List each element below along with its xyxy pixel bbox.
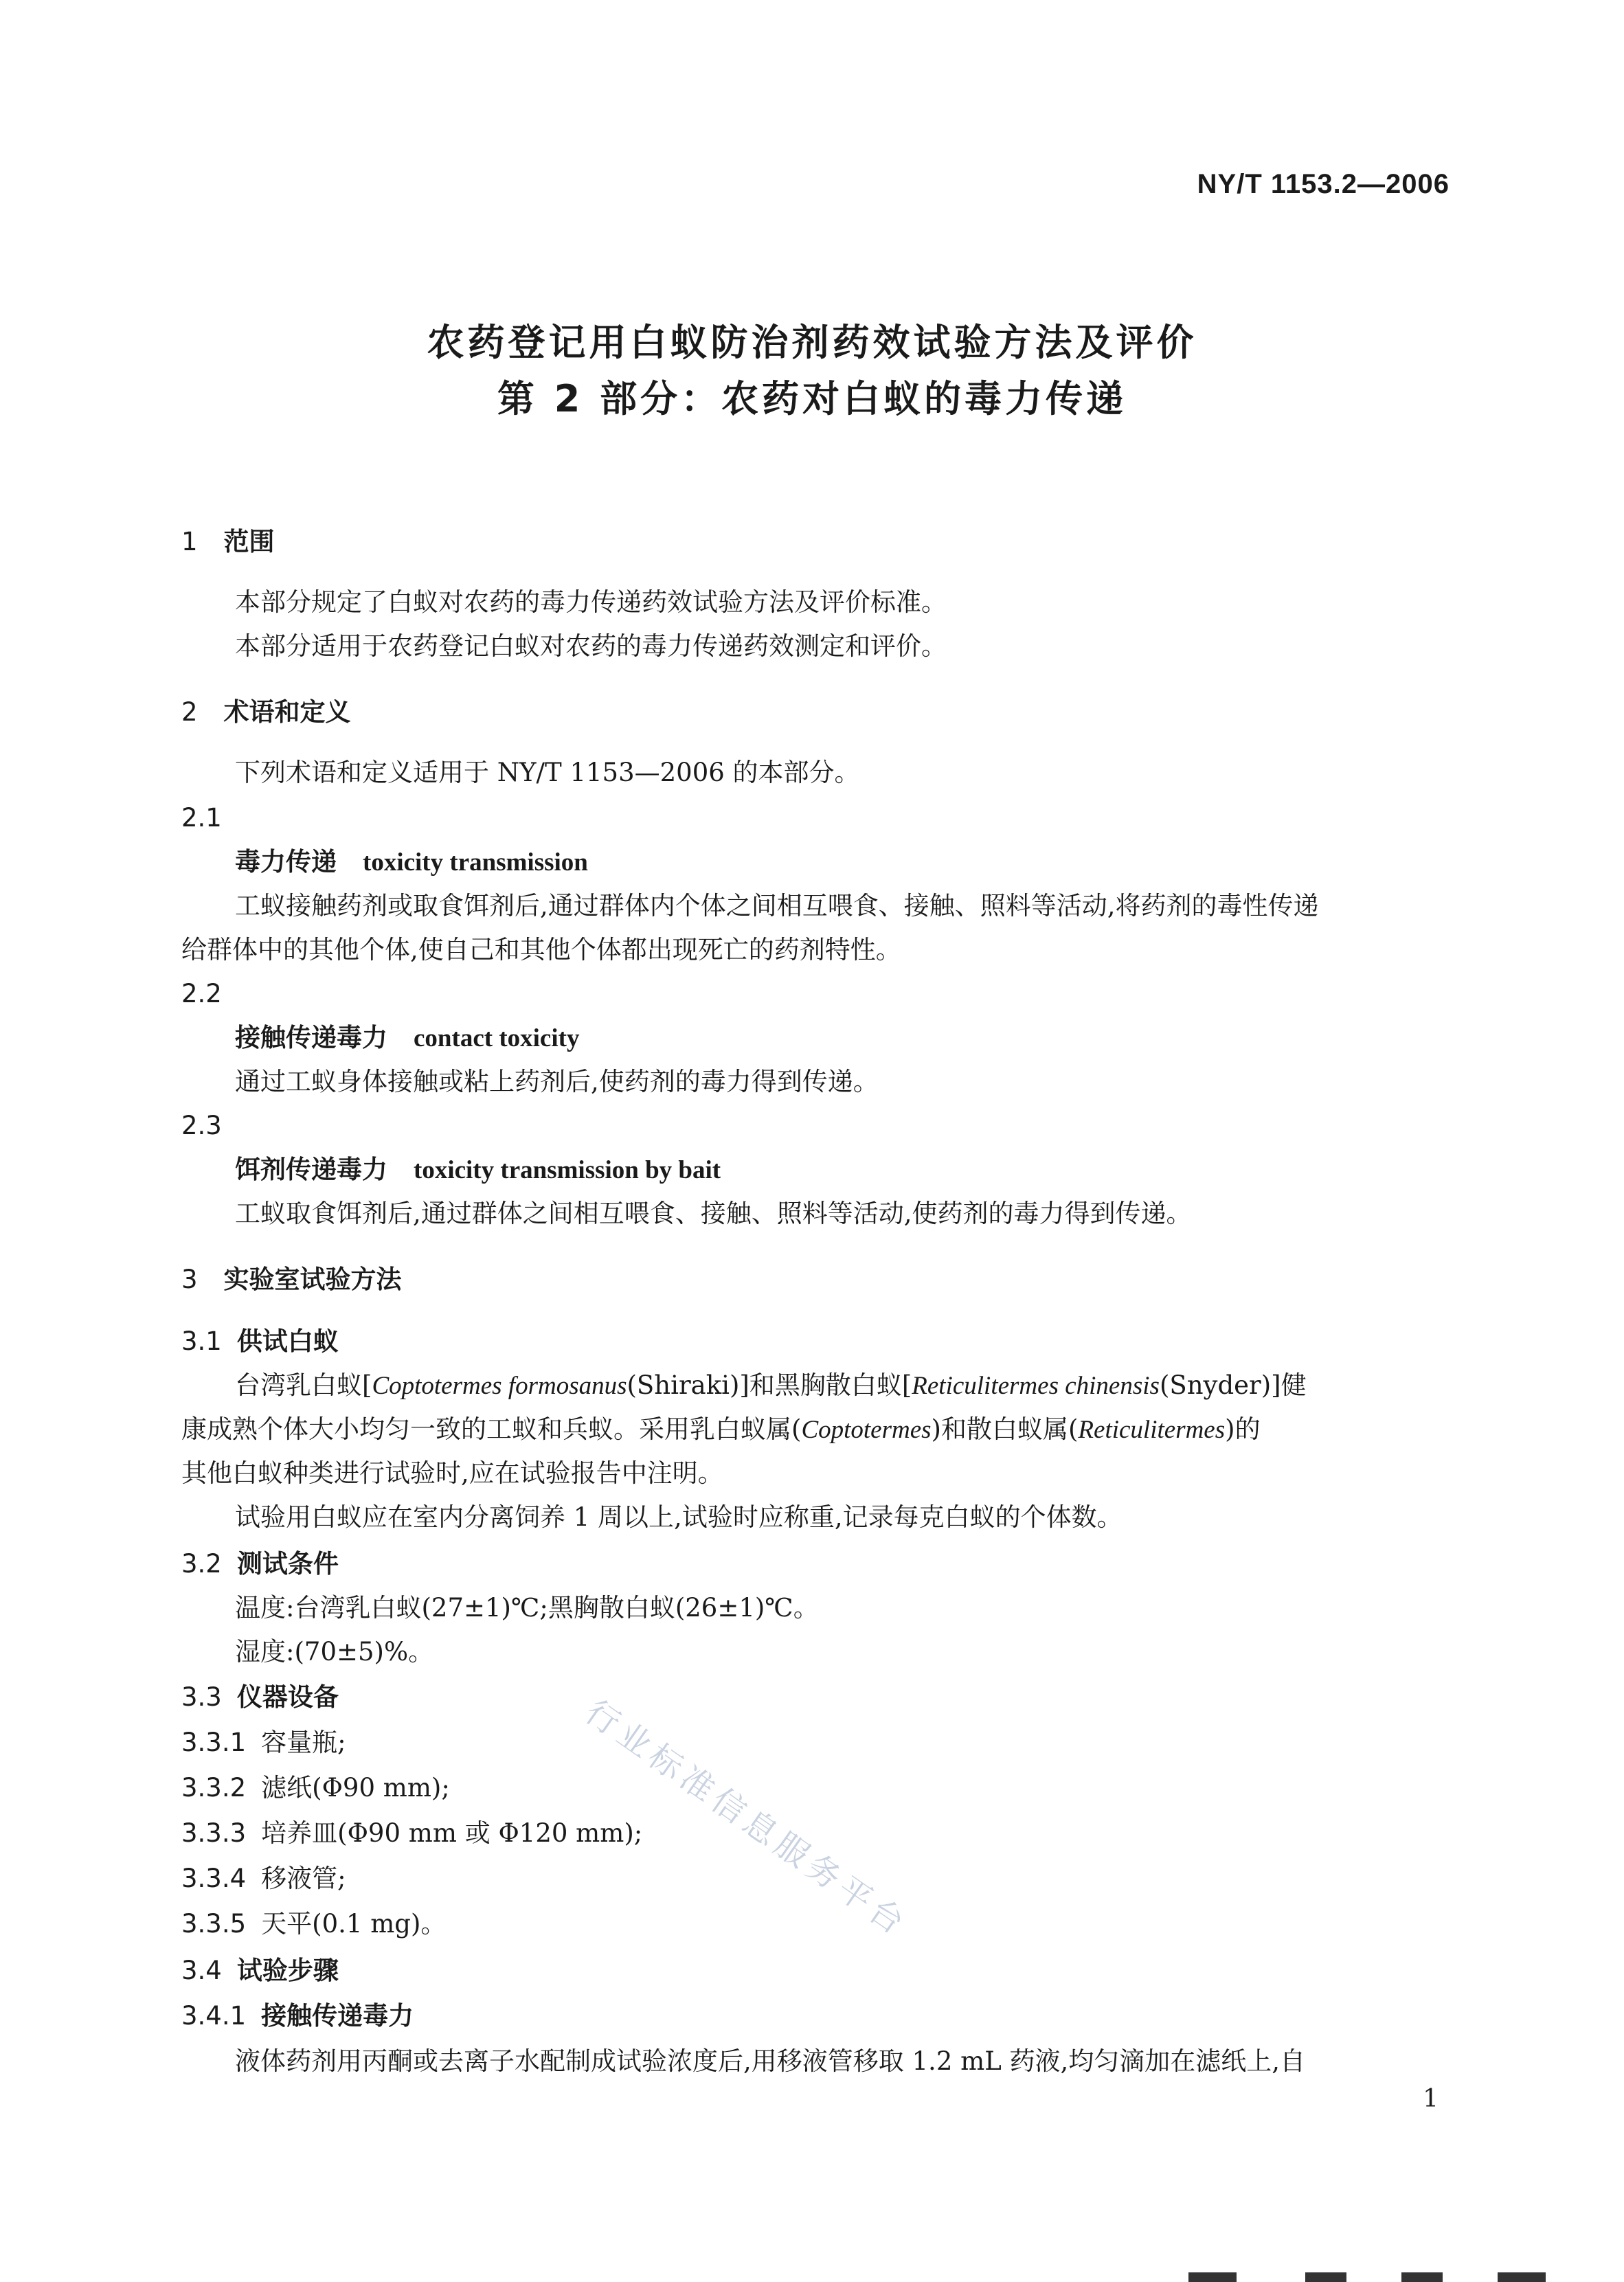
section-1-paragraph-2: 本部分适用于农药登记白蚁对农药的毒力传递药效测定和评价。	[235, 631, 947, 661]
subsection-3-1-line-4: 试验用白蚁应在室内分离饲养 1 周以上,试验时应称重,记录每克白蚁的个体数。	[235, 1502, 1123, 1532]
section-3-heading: 3 实验室试验方法	[181, 1265, 402, 1294]
subsection-3-1-heading: 3.1 供试白蚁	[181, 1326, 339, 1356]
section-2-paragraph-1: 下列术语和定义适用于 NY/T 1153—2006 的本部分。	[235, 758, 860, 787]
definition-2-2-number: 2.2	[181, 979, 222, 1008]
watermark-text: 行业标准信息服务平台	[578, 1693, 916, 1945]
edge-mark	[1401, 2272, 1443, 2282]
subsection-3-2-heading: 3.2 测试条件	[181, 1549, 339, 1579]
equipment-item: 3.3.2 滤纸(Φ90 mm);	[181, 1773, 450, 1803]
equipment-item: 3.3.4 移液管;	[181, 1864, 346, 1893]
equipment-item: 3.3.5 天平(0.1 mg)。	[181, 1909, 447, 1939]
definition-2-1-text-1: 工蚁接触药剂或取食饵剂后,通过群体内个体之间相互喂食、接触、照料等活动,将药剂的毒性传递	[235, 891, 1319, 920]
subsection-3-1-line-3: 其他白蚁种类进行试验时,应在试验报告中注明。	[181, 1458, 723, 1488]
definition-2-3-number: 2.3	[181, 1111, 222, 1140]
subsection-3-4-1-heading: 3.4.1 接触传递毒力	[181, 2001, 414, 2031]
subsection-3-1-line-2: 康成熟个体大小均匀一致的工蚁和兵蚁。采用乳白蚁属(Coptotermes)和散白蚁属(Reticulitermes)的	[181, 1414, 1261, 1444]
section-2-heading: 2 术语和定义	[181, 697, 351, 727]
edge-mark	[1188, 2272, 1237, 2282]
section-1-paragraph-1: 本部分规定了白蚁对农药的毒力传递药效试验方法及评价标准。	[235, 587, 947, 617]
equipment-item: 3.3.1 容量瓶;	[181, 1728, 346, 1757]
definition-2-1-number: 2.1	[181, 803, 222, 833]
standard-number: NY/T 1153.2—2006	[1197, 169, 1450, 199]
page-number: 1	[1423, 2085, 1439, 2113]
document-title-line2: 第 2 部分：农药对白蚁的毒力传递	[497, 377, 1127, 420]
definition-2-3-term: 饵剂传递毒力 toxicity transmission by bait	[235, 1155, 721, 1184]
section-1-heading: 1 范围	[181, 527, 275, 556]
document-title-line1: 农药登记用白蚁防治剂药效试验方法及评价	[427, 321, 1197, 364]
subsection-3-4-1-line-1: 液体药剂用丙酮或去离子水配制成试验浓度后,用移液管移取 1.2 mL 药液,均匀滴加在滤纸上,自	[235, 2046, 1306, 2076]
definition-2-3-text-1: 工蚁取食饵剂后,通过群体之间相互喂食、接触、照料等活动,使药剂的毒力得到传递。	[235, 1199, 1192, 1228]
edge-mark	[1305, 2272, 1346, 2282]
definition-2-1-term: 毒力传递 toxicity transmission	[235, 847, 588, 877]
definition-2-2-term: 接触传递毒力 contact toxicity	[235, 1023, 580, 1052]
subsection-3-1-line-1: 台湾乳白蚁[Coptotermes formosanus(Shiraki)]和黑胸散白蚁[Reticulitermes chinensis(Snyder)]健	[235, 1370, 1307, 1400]
definition-2-2-text-1: 通过工蚁身体接触或粘上药剂后,使药剂的毒力得到传递。	[235, 1067, 879, 1096]
subsection-3-2-line-1: 温度:台湾乳白蚁(27±1)℃;黑胸散白蚁(26±1)℃。	[235, 1593, 819, 1623]
subsection-3-2-line-2: 湿度:(70±5)%。	[235, 1637, 434, 1667]
subsection-3-3-heading: 3.3 仪器设备	[181, 1682, 339, 1712]
edge-mark	[1498, 2272, 1546, 2282]
subsection-3-4-heading: 3.4 试验步骤	[181, 1956, 339, 1985]
definition-2-1-text-2: 给群体中的其他个体,使自己和其他个体都出现死亡的药剂特性。	[181, 935, 901, 964]
equipment-item: 3.3.3 培养皿(Φ90 mm 或 Φ120 mm);	[181, 1818, 643, 1848]
